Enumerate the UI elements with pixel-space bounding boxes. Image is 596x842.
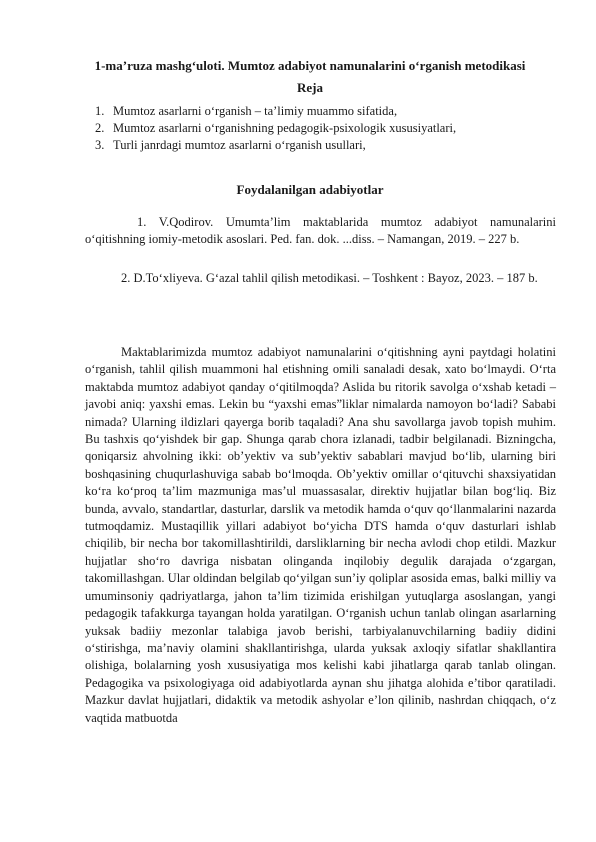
reference-item: 1. V.Qodirov. Umumta’lim maktablarida mumtoz adabiyot namunalarini o‘qitishning iomiy-metodik asoslari. Ped. fan. dok. ...diss. – Namangan, 2019. – 227 b. — [85, 215, 556, 246]
plan-list — [95, 103, 555, 154]
lecture-title: 1-ma’ruza mashg‘uloti. Mumtoz adabiyot namunalarini o‘rganish metodikasi — [94, 58, 526, 73]
plan-item-number: 3. — [95, 138, 105, 152]
body-paragraph: Maktablarimizda mumtoz adabiyot namunalarini o‘qitishning ayni paytdagi holatini o‘rganish, tahlil qilish muammoni hal etishning omili sanaladi desak, xato bo‘lmaydi. O‘rta maktabda mumtoz adabiyot qanday o‘qitilmoqda? Aslida bu ritorik savolga o‘xshab ketadi – javobi aniq: yaxshi emas. Lekin bu “yaxshi emas”liklar nimalarda namoyon bo‘ladi? Sababi nimada? Ularning ildizlari qayerga borib taqaladi? Ana shu savollarga javob topish muhim. Bu tashxis qo‘yishdek bir gap. Shunga qarab chora izlanadi, tadbir belgilanadi. Bizningcha, qoniqarsiz ahvolning ikki: ob’yektiv va sub’yektiv sabablari mavjud bo‘lib, ularning biri boshqasining chuqurlashuviga sabab bo‘lmoqda. Ob’yektiv omillar o‘qituvchi shaxsiyatidan ko‘ra ko‘proq ta’lim mazmuniga mas’ul muassasalar, direktiv hujjatlar bilan bog‘liq. Biz bunda, avvalo, standartlar, dasturlar, darslik va metodik hamda o‘quv qo‘llanmalarini nazarda tutmoqdamiz. Mustaqillik yillari adabiyot bo‘yicha DTS hamda o‘quv dasturlari ishlab chiqilib, bir necha bor takomillashtirildi, darsliklarning bir necha avlodi chop etildi. Mazkur hujjatlar sho‘ro davriga nisbatan olinganda inqilobiy degulik darajada o‘zgargan, takomillashgan. Ular oldindan belgilab qo‘yilgan sun’iy qoliplar asosida emas, balki milliy va umuminsoniy qadriyatlarga, jahon ta’lim tizimida erishilgan yutuqlarga asoslangan, yangi pedagogik tafakkurga tayangan holda yaratilgan. O‘rganish uchun tanlab olingan asarlarning yuksak badiiy mezonlar talabiga javob berishi, tarbiyalanuvchilarning badiiy didini o‘stirishga, ma’naviy olamini shakllantirishga, ularda yuksak axloqiy sifatlar shakllantira olishiga, bolalarning yosh xususiyatiga mos kelishi kabi jihatlarga qarab tanlab olingan. Pedagogika va psixologiyaga oid adabiyotlarda aynan shu jihatga alohida e’tibor qaratiladi. Mazkur davlat hujjatlari, didaktik va metodik ashyolar e’lon qilinib, nashrdan chiqqach, o‘z vaqtida matbuotda — [85, 345, 556, 725]
plan-item — [95, 103, 555, 120]
plan-item-text: Mumtoz asarlarni o‘rganish – ta’limiy muammo sifatida, — [113, 104, 398, 118]
plan-item-text: Turli janrdagi mumtoz asarlarni o‘rganish usullari, — [113, 138, 366, 152]
plan-item-number: 1. — [95, 104, 105, 118]
reference-item: 2. D.To‘xliyeva. G‘azal tahlil qilish metodikasi. – Toshkent : Bayoz, 2023. – 187 b. — [121, 271, 538, 285]
plan-item-number: 2. — [95, 121, 105, 135]
references-heading: Foydalanilgan adabiyotlar — [236, 182, 384, 197]
plan-item — [95, 137, 555, 154]
plan-item-text: Mumtoz asarlarni o‘rganishning pedagogik-psixologik xususiyatlari, — [113, 121, 457, 135]
plan-heading: Reja — [297, 80, 323, 95]
plan-item — [95, 120, 555, 137]
